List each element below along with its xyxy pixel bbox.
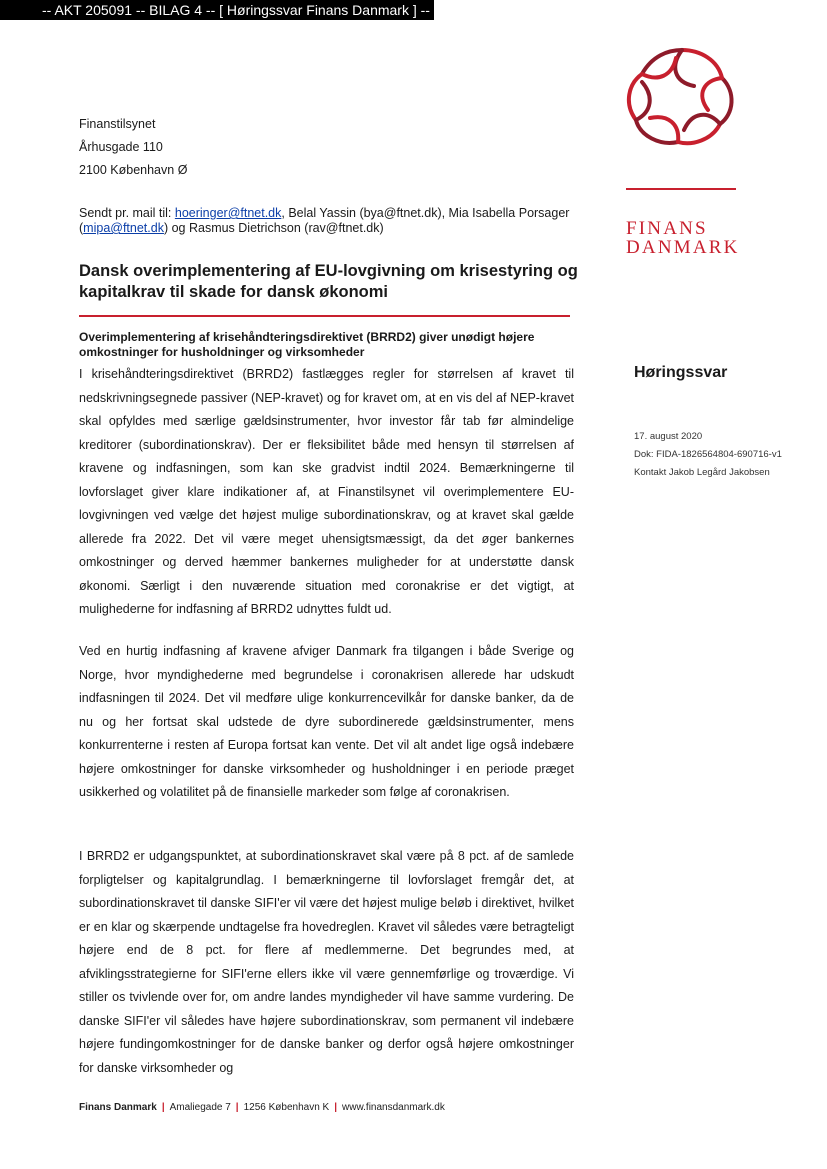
document-meta [634,428,782,482]
body-paragraph-3: I BRRD2 er udgangspunktet, at subordinationskravet skal være på 8 pct. af de samlede forpligtelser og kapitalgrundlag. I bemærkningerne til lovforslaget fremgår det, at subordinationskravet til danske SIFI'er vil være det højest mulige beløb i direktivet, hvilket er en klar og skærpende undtagelse fra hovedreglen. Kravet vil således være betragteligt højere end de 8 pct. for flere af medlemmerne. Det begrundes med, at afviklingsstrategierne for SIFI'erne ellers ikke vil være gennemførlige og troværdige. Vi stiller os tvivlende over for, om andre landes myndigheder vil have samme vurdering. De danske SIFI'er vil således have højere subordinationskrav, som permanent vil indebære højere fundingomkostninger for de danske banker og derfor også højere omkostninger for danske virksomheder og [79,849,574,1075]
recipient-line-2: Århusgade 110 [79,140,163,154]
recipient-address [79,113,187,182]
document-title: Dansk overimplementering af EU-lovgivning om krisestyring og kapitalkrav til skade for dansk økonomi [79,262,578,301]
footer-address: Amaliegade 7 [169,1102,231,1113]
email-link-mipa[interactable]: mipa@ftnet.dk [83,221,164,235]
footer-brand: Finans Danmark [79,1102,157,1113]
meta-date: 17. august 2020 [634,431,703,442]
body-paragraph-2: Ved en hurtig indfasning af kravene afviger Danmark fra tilgangen i både Sverige og Norge, hvor myndighederne med begrundelse i coronakrisen allerede har udskudt indfasningen til 2024. Det vil medføre ulige konkurrencevilkår for danske banker, da de nu og her fortsat skal udstede de dyre subordinerede gældsinstrumenter, mens konkurrenterne i resten af Europa fortsat kan vente. Det vil alt andet lige også indebære højere omkostninger for danske virksomheder og husholdninger i en periode præget usikkerhed og volatilitet på de finansielle markeder som følge af coronakrisen. [79,644,574,799]
footer-city: 1256 København K [243,1102,330,1113]
brand-line-2: DANMARK [626,237,740,258]
recipient-line-3: 2100 København Ø [79,163,188,177]
brand-divider [626,188,736,190]
sent-prefix: Sendt pr. mail til: [79,206,175,220]
brand-line-1: FINANS [626,218,708,239]
footer-website: www.finansdanmark.dk [342,1102,445,1113]
brand-wordmark [626,219,740,257]
sent-suffix: ) og Rasmus Dietrichson (rav@ftnet.dk) [163,221,384,235]
document-type-heading: Høringssvar [634,364,728,381]
footer-separator: | [161,1102,165,1113]
document-stamp-bar: -- AKT 205091 -- BILAG 4 -- [ Høringssvar Finans Danmark ] -- [0,0,434,20]
page-footer [79,1102,445,1113]
knot-ring-logo-icon [622,42,742,152]
section-subheading: Overimplementering af krisehåndteringsdirektivet (BRRD2) giver unødigt højere omkostninger for husholdninger og virksomheder [79,330,535,359]
body-paragraph-1: I krisehåndteringsdirektivet (BRRD2) fastlægges regler for størrelsen af kravet til nedskrivningsegnede passiver (NEP-kravet) og for kravet om, at en vis del af NEP-kravet skal opfyldes med særlige gældsinstrumenter, hvor investor får tab før almindelige kreditorer (subordinationskrav). Der er fleksibilitet både med hensyn til størrelsen af kravene og indfasningen, som kan ske gradvist indtil 2024. Bemærkningerne til lovforslaget giver klare indikationer af, at Finanstilsynet vil overimplementere EU-lovgivningen ved vælge det højest mulige subordinationskrav, og at kravet skal gælde allerede fra 2022. Det vil være meget uhensigtsmæssigt, da det øger bankernes omkostninger og derved hæmmer bankernes muligheder for at understøtte dansk økonomi. Særligt i den nuværende situation med coronakrise er det vigtigt, at mulighederne for indfasning af BRRD2 udnyttes fuldt ud. [79,367,574,616]
footer-separator: | [334,1102,338,1113]
footer-separator: | [235,1102,239,1113]
recipient-line-1: Finanstilsynet [79,117,156,131]
email-link-hoeringer[interactable]: hoeringer@ftnet.dk [174,206,282,220]
meta-contact: Kontakt Jakob Legård Jakobsen [634,467,770,478]
title-divider [79,315,570,317]
sent-mid: , Belal Yassin (bya@ftnet.dk), Mia Isabella Porsager ( [79,206,570,235]
meta-doc-id: Dok: FIDA-1826564804-690716-v1 [634,449,782,460]
sent-to-line [79,206,579,236]
